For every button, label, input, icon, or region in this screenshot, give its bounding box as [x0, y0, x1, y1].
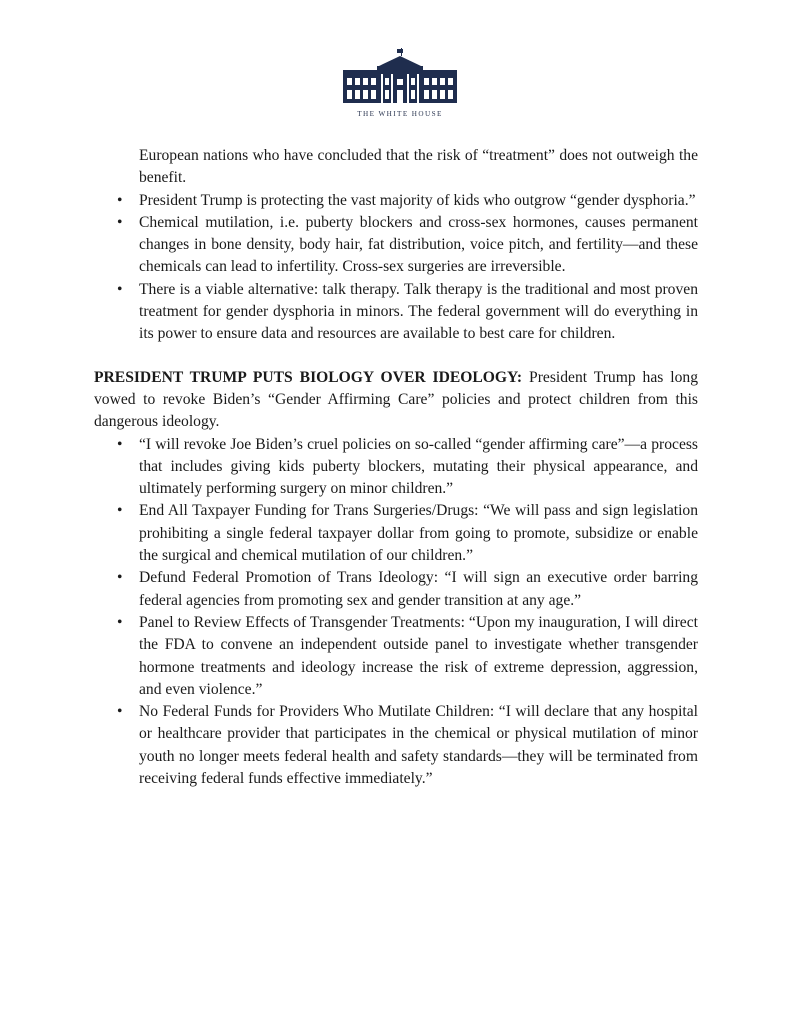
- bullet-icon: •: [117, 191, 123, 209]
- list-item: • “I will revoke Joe Biden’s cruel policies on so-called “gender affirming care”—a process that includes giving kids puberty blockers, mutating their physical appearance, and ultimately performing surgery on minor children.”: [117, 435, 698, 498]
- list-item: • There is a viable alternative: talk therapy. Talk therapy is the traditional and most proven treatment for gender dysphoria in minors. The federal government will do everything in its power to ensure data and resources are available to best care for children.: [117, 280, 698, 343]
- section-intro: [94, 367, 698, 434]
- document-body: [94, 145, 698, 790]
- bullet-icon: •: [117, 502, 123, 520]
- list-item: • Panel to Review Effects of Transgender Treatments: “Upon my inauguration, I will direct the FDA to convene an independent outside panel to investigate whether transgender hormone treatments and ideology increase the risk of extreme depression, aggression, and even violence.”: [117, 613, 698, 698]
- continued-bullet-text: European nations who have concluded that the risk of “treatment” does not outweigh the benefit.: [139, 147, 698, 187]
- section-heading: PRESIDENT TRUMP PUTS BIOLOGY OVER IDEOLOGY:: [94, 368, 523, 386]
- bullet-icon: •: [117, 280, 123, 298]
- logo-text: THE WHITE HOUSE: [357, 110, 443, 118]
- list-item: • No Federal Funds for Providers Who Mutilate Children: “I will declare that any hospital or healthcare provider that participates in the chemical or physical mutilation of minor youth no longer meets federal health and safety standards—they will be terminated from receiving federal funds effective immediately.”: [117, 703, 698, 788]
- bullet-icon: •: [117, 569, 123, 587]
- list-item: • President Trump is protecting the vast majority of kids who outgrow “gender dysphoria.”: [94, 190, 698, 212]
- bullet-icon: •: [117, 435, 123, 453]
- list-item: • Chemical mutilation, i.e. puberty blockers and cross-sex hormones, causes permanent changes in bone density, body hair, fat distribution, voice pitch, and fertility—and these chemicals can lead to infertility. Cross-sex surgeries are irreversible.: [117, 213, 698, 276]
- bullet-icon: •: [117, 613, 123, 631]
- top-bullet-list: [94, 190, 698, 346]
- bullet-icon: •: [117, 213, 123, 231]
- section-bullet-list: [94, 434, 698, 791]
- biology-section: [94, 367, 698, 791]
- white-house-logo: [341, 48, 459, 118]
- bullet-icon: •: [117, 703, 123, 721]
- list-item: • End All Taxpayer Funding for Trans Surgeries/Drugs: “We will pass and sign legislation prohibiting a single federal taxpayer dollar from going to promote, subsidize or enable the surgical and chemical mutilation of our children.”: [117, 502, 698, 565]
- list-item: • Defund Federal Promotion of Trans Ideology: “I will sign an executive order barring federal agencies from promoting sex and gender transition at any age.”: [117, 569, 698, 609]
- section-intro-text: President Trump has long vowed to revoke Biden’s “Gender Affirming Care” policies and protect children from this dangerous ideology.: [94, 368, 699, 431]
- white-house-building-icon: [341, 48, 459, 106]
